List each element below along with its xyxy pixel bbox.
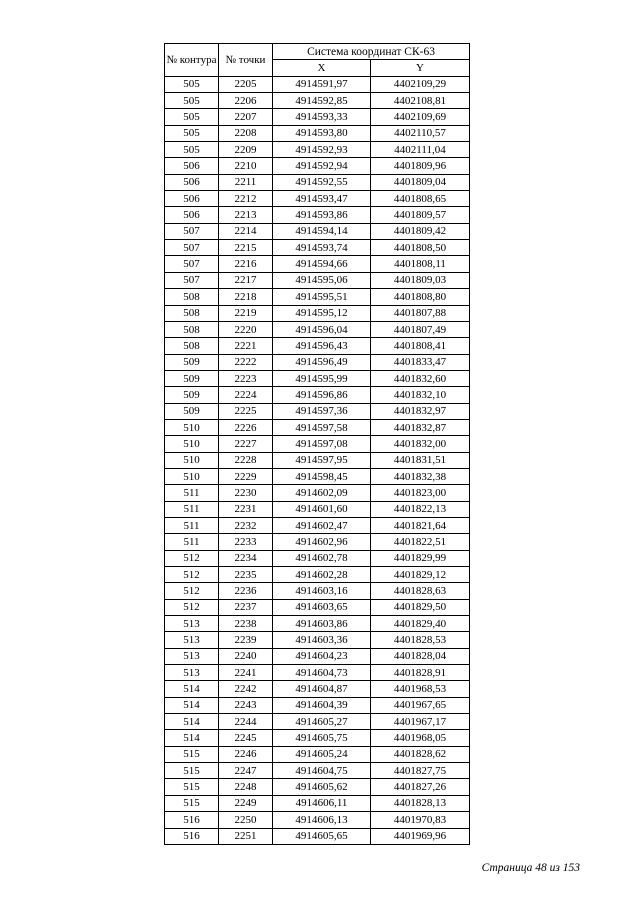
cell-x: 4914592,93 [273, 142, 371, 158]
cell-contour-no: 514 [165, 681, 219, 697]
cell-point-no: 2211 [219, 174, 273, 190]
cell-y: 4401827,26 [371, 779, 470, 795]
cell-x: 4914591,97 [273, 76, 371, 92]
cell-y: 4401809,42 [371, 223, 470, 239]
cell-point-no: 2232 [219, 517, 273, 533]
cell-contour-no: 511 [165, 501, 219, 517]
table-row [165, 109, 470, 125]
cell-contour-no: 506 [165, 207, 219, 223]
table-row [165, 370, 470, 386]
table-row [165, 616, 470, 632]
table-header [165, 44, 470, 77]
table-row [165, 599, 470, 615]
table-row [165, 828, 470, 844]
table-row [165, 174, 470, 190]
cell-contour-no: 508 [165, 305, 219, 321]
cell-x: 4914601,60 [273, 501, 371, 517]
cell-contour-no: 516 [165, 828, 219, 844]
cell-point-no: 2247 [219, 763, 273, 779]
cell-point-no: 2228 [219, 452, 273, 468]
cell-y: 4401807,88 [371, 305, 470, 321]
cell-contour-no: 511 [165, 534, 219, 550]
cell-point-no: 2209 [219, 142, 273, 158]
cell-y: 4401828,04 [371, 648, 470, 664]
cell-contour-no: 505 [165, 142, 219, 158]
cell-x: 4914595,12 [273, 305, 371, 321]
cell-contour-no: 509 [165, 403, 219, 419]
cell-contour-no: 509 [165, 387, 219, 403]
cell-y: 4401832,38 [371, 468, 470, 484]
cell-y: 4401829,12 [371, 567, 470, 583]
cell-point-no: 2233 [219, 534, 273, 550]
cell-point-no: 2224 [219, 387, 273, 403]
table-row [165, 158, 470, 174]
cell-point-no: 2206 [219, 93, 273, 109]
cell-contour-no: 513 [165, 632, 219, 648]
cell-point-no: 2249 [219, 795, 273, 811]
cell-contour-no: 514 [165, 714, 219, 730]
table-row [165, 240, 470, 256]
header-x: X [273, 60, 371, 76]
cell-x: 4914605,65 [273, 828, 371, 844]
cell-contour-no: 515 [165, 763, 219, 779]
cell-y: 4402110,57 [371, 125, 470, 141]
cell-x: 4914602,28 [273, 567, 371, 583]
table-row [165, 681, 470, 697]
cell-x: 4914605,62 [273, 779, 371, 795]
cell-x: 4914596,43 [273, 338, 371, 354]
header-contour-no: № контура [165, 44, 219, 77]
cell-x: 4914593,33 [273, 109, 371, 125]
cell-contour-no: 514 [165, 697, 219, 713]
cell-contour-no: 508 [165, 289, 219, 305]
table-row [165, 665, 470, 681]
cell-point-no: 2239 [219, 632, 273, 648]
cell-point-no: 2216 [219, 256, 273, 272]
cell-x: 4914604,75 [273, 763, 371, 779]
cell-x: 4914595,06 [273, 272, 371, 288]
cell-y: 4401970,83 [371, 812, 470, 828]
cell-x: 4914593,80 [273, 125, 371, 141]
table-row [165, 93, 470, 109]
cell-point-no: 2236 [219, 583, 273, 599]
cell-point-no: 2205 [219, 76, 273, 92]
cell-x: 4914603,16 [273, 583, 371, 599]
table-row [165, 354, 470, 370]
cell-y: 4401808,50 [371, 240, 470, 256]
cell-y: 4401821,64 [371, 517, 470, 533]
cell-contour-no: 516 [165, 812, 219, 828]
cell-contour-no: 508 [165, 338, 219, 354]
cell-point-no: 2221 [219, 338, 273, 354]
cell-y: 4401809,96 [371, 158, 470, 174]
cell-x: 4914593,47 [273, 191, 371, 207]
cell-x: 4914593,86 [273, 207, 371, 223]
cell-y: 4401832,60 [371, 370, 470, 386]
table-row [165, 779, 470, 795]
cell-x: 4914597,58 [273, 419, 371, 435]
cell-x: 4914597,36 [273, 403, 371, 419]
coordinates-table [164, 43, 470, 845]
cell-y: 4401832,10 [371, 387, 470, 403]
cell-y: 4401829,50 [371, 599, 470, 615]
cell-y: 4401808,41 [371, 338, 470, 354]
cell-point-no: 2227 [219, 436, 273, 452]
table-row [165, 697, 470, 713]
cell-x: 4914602,47 [273, 517, 371, 533]
table-row [165, 485, 470, 501]
cell-y: 4401807,49 [371, 321, 470, 337]
cell-point-no: 2213 [219, 207, 273, 223]
table-row [165, 517, 470, 533]
cell-y: 4401968,05 [371, 730, 470, 746]
cell-point-no: 2222 [219, 354, 273, 370]
table-row [165, 746, 470, 762]
table-row [165, 436, 470, 452]
cell-x: 4914595,99 [273, 370, 371, 386]
cell-contour-no: 510 [165, 419, 219, 435]
cell-y: 4401829,99 [371, 550, 470, 566]
cell-y: 4401832,97 [371, 403, 470, 419]
cell-point-no: 2208 [219, 125, 273, 141]
cell-y: 4401833,47 [371, 354, 470, 370]
cell-contour-no: 506 [165, 174, 219, 190]
cell-contour-no: 507 [165, 256, 219, 272]
cell-point-no: 2223 [219, 370, 273, 386]
cell-contour-no: 507 [165, 272, 219, 288]
cell-point-no: 2219 [219, 305, 273, 321]
cell-point-no: 2251 [219, 828, 273, 844]
cell-point-no: 2238 [219, 616, 273, 632]
cell-x: 4914595,51 [273, 289, 371, 305]
cell-contour-no: 510 [165, 468, 219, 484]
cell-contour-no: 505 [165, 125, 219, 141]
cell-contour-no: 508 [165, 321, 219, 337]
cell-contour-no: 510 [165, 452, 219, 468]
cell-x: 4914597,08 [273, 436, 371, 452]
page-number: Страница 48 из 153 [481, 862, 580, 874]
header-y: Y [371, 60, 470, 76]
table-row [165, 763, 470, 779]
cell-point-no: 2215 [219, 240, 273, 256]
cell-y: 4401822,51 [371, 534, 470, 550]
cell-point-no: 2244 [219, 714, 273, 730]
table-row [165, 501, 470, 517]
table-row [165, 191, 470, 207]
cell-contour-no: 506 [165, 191, 219, 207]
cell-y: 4401828,91 [371, 665, 470, 681]
table-row [165, 795, 470, 811]
cell-point-no: 2241 [219, 665, 273, 681]
cell-point-no: 2240 [219, 648, 273, 664]
cell-x: 4914592,94 [273, 158, 371, 174]
cell-y: 4401829,40 [371, 616, 470, 632]
cell-point-no: 2231 [219, 501, 273, 517]
cell-x: 4914603,65 [273, 599, 371, 615]
cell-x: 4914604,23 [273, 648, 371, 664]
cell-contour-no: 515 [165, 779, 219, 795]
table-row [165, 419, 470, 435]
cell-x: 4914592,55 [273, 174, 371, 190]
cell-x: 4914603,36 [273, 632, 371, 648]
cell-point-no: 2234 [219, 550, 273, 566]
cell-point-no: 2214 [219, 223, 273, 239]
cell-contour-no: 506 [165, 158, 219, 174]
cell-y: 4401808,11 [371, 256, 470, 272]
cell-x: 4914602,09 [273, 485, 371, 501]
cell-x: 4914596,49 [273, 354, 371, 370]
cell-contour-no: 512 [165, 583, 219, 599]
cell-point-no: 2245 [219, 730, 273, 746]
cell-y: 4402109,69 [371, 109, 470, 125]
cell-contour-no: 505 [165, 76, 219, 92]
cell-point-no: 2246 [219, 746, 273, 762]
cell-x: 4914605,27 [273, 714, 371, 730]
cell-point-no: 2226 [219, 419, 273, 435]
table-row [165, 321, 470, 337]
table-row [165, 256, 470, 272]
cell-point-no: 2220 [219, 321, 273, 337]
table-row [165, 338, 470, 354]
cell-contour-no: 512 [165, 567, 219, 583]
cell-contour-no: 512 [165, 550, 219, 566]
cell-x: 4914602,96 [273, 534, 371, 550]
cell-y: 4401832,00 [371, 436, 470, 452]
table-row [165, 403, 470, 419]
cell-contour-no: 507 [165, 223, 219, 239]
cell-point-no: 2212 [219, 191, 273, 207]
cell-y: 4401832,87 [371, 419, 470, 435]
cell-x: 4914604,39 [273, 697, 371, 713]
cell-contour-no: 515 [165, 795, 219, 811]
cell-point-no: 2225 [219, 403, 273, 419]
cell-x: 4914605,75 [273, 730, 371, 746]
cell-contour-no: 513 [165, 616, 219, 632]
cell-y: 4401967,65 [371, 697, 470, 713]
cell-y: 4401967,17 [371, 714, 470, 730]
table-row [165, 534, 470, 550]
table-row [165, 648, 470, 664]
table-row [165, 289, 470, 305]
table-row [165, 812, 470, 828]
cell-y: 4401969,96 [371, 828, 470, 844]
cell-point-no: 2243 [219, 697, 273, 713]
cell-y: 4401968,53 [371, 681, 470, 697]
cell-contour-no: 514 [165, 730, 219, 746]
cell-point-no: 2235 [219, 567, 273, 583]
table-body [165, 76, 470, 844]
cell-contour-no: 505 [165, 109, 219, 125]
cell-point-no: 2218 [219, 289, 273, 305]
cell-point-no: 2229 [219, 468, 273, 484]
cell-y: 4401809,04 [371, 174, 470, 190]
cell-y: 4401822,13 [371, 501, 470, 517]
table-row [165, 272, 470, 288]
cell-contour-no: 515 [165, 746, 219, 762]
cell-y: 4401808,80 [371, 289, 470, 305]
cell-point-no: 2230 [219, 485, 273, 501]
table-row [165, 583, 470, 599]
cell-x: 4914604,73 [273, 665, 371, 681]
cell-x: 4914594,66 [273, 256, 371, 272]
cell-x: 4914605,24 [273, 746, 371, 762]
cell-x: 4914602,78 [273, 550, 371, 566]
table-row [165, 550, 470, 566]
cell-y: 4401809,03 [371, 272, 470, 288]
cell-point-no: 2250 [219, 812, 273, 828]
table-row [165, 452, 470, 468]
cell-y: 4402109,29 [371, 76, 470, 92]
cell-contour-no: 513 [165, 665, 219, 681]
cell-contour-no: 507 [165, 240, 219, 256]
table-row [165, 567, 470, 583]
cell-x: 4914604,87 [273, 681, 371, 697]
cell-contour-no: 513 [165, 648, 219, 664]
header-coordinate-system: Система координат СК-63 [273, 44, 470, 60]
cell-y: 4401827,75 [371, 763, 470, 779]
cell-x: 4914606,13 [273, 812, 371, 828]
cell-x: 4914593,74 [273, 240, 371, 256]
table-row [165, 223, 470, 239]
cell-x: 4914606,11 [273, 795, 371, 811]
cell-x: 4914603,86 [273, 616, 371, 632]
cell-y: 4401808,65 [371, 191, 470, 207]
table-row [165, 730, 470, 746]
cell-point-no: 2210 [219, 158, 273, 174]
table-row [165, 632, 470, 648]
table-row [165, 305, 470, 321]
cell-y: 4401831,51 [371, 452, 470, 468]
table-row [165, 207, 470, 223]
cell-contour-no: 511 [165, 485, 219, 501]
cell-y: 4401823,00 [371, 485, 470, 501]
cell-y: 4402108,81 [371, 93, 470, 109]
table-row [165, 714, 470, 730]
cell-point-no: 2237 [219, 599, 273, 615]
cell-point-no: 2242 [219, 681, 273, 697]
cell-x: 4914598,45 [273, 468, 371, 484]
cell-point-no: 2207 [219, 109, 273, 125]
cell-x: 4914597,95 [273, 452, 371, 468]
cell-x: 4914596,04 [273, 321, 371, 337]
table-row [165, 125, 470, 141]
header-point-no: № точки [219, 44, 273, 77]
table-row [165, 142, 470, 158]
cell-contour-no: 509 [165, 370, 219, 386]
cell-point-no: 2248 [219, 779, 273, 795]
table-row [165, 387, 470, 403]
cell-contour-no: 511 [165, 517, 219, 533]
cell-x: 4914596,86 [273, 387, 371, 403]
cell-x: 4914594,14 [273, 223, 371, 239]
cell-y: 4401828,53 [371, 632, 470, 648]
cell-y: 4401828,62 [371, 746, 470, 762]
table-row [165, 468, 470, 484]
cell-y: 4401828,63 [371, 583, 470, 599]
cell-y: 4402111,04 [371, 142, 470, 158]
table-row [165, 76, 470, 92]
cell-contour-no: 510 [165, 436, 219, 452]
cell-contour-no: 512 [165, 599, 219, 615]
cell-y: 4401809,57 [371, 207, 470, 223]
cell-contour-no: 509 [165, 354, 219, 370]
cell-contour-no: 505 [165, 93, 219, 109]
cell-x: 4914592,85 [273, 93, 371, 109]
cell-y: 4401828,13 [371, 795, 470, 811]
cell-point-no: 2217 [219, 272, 273, 288]
